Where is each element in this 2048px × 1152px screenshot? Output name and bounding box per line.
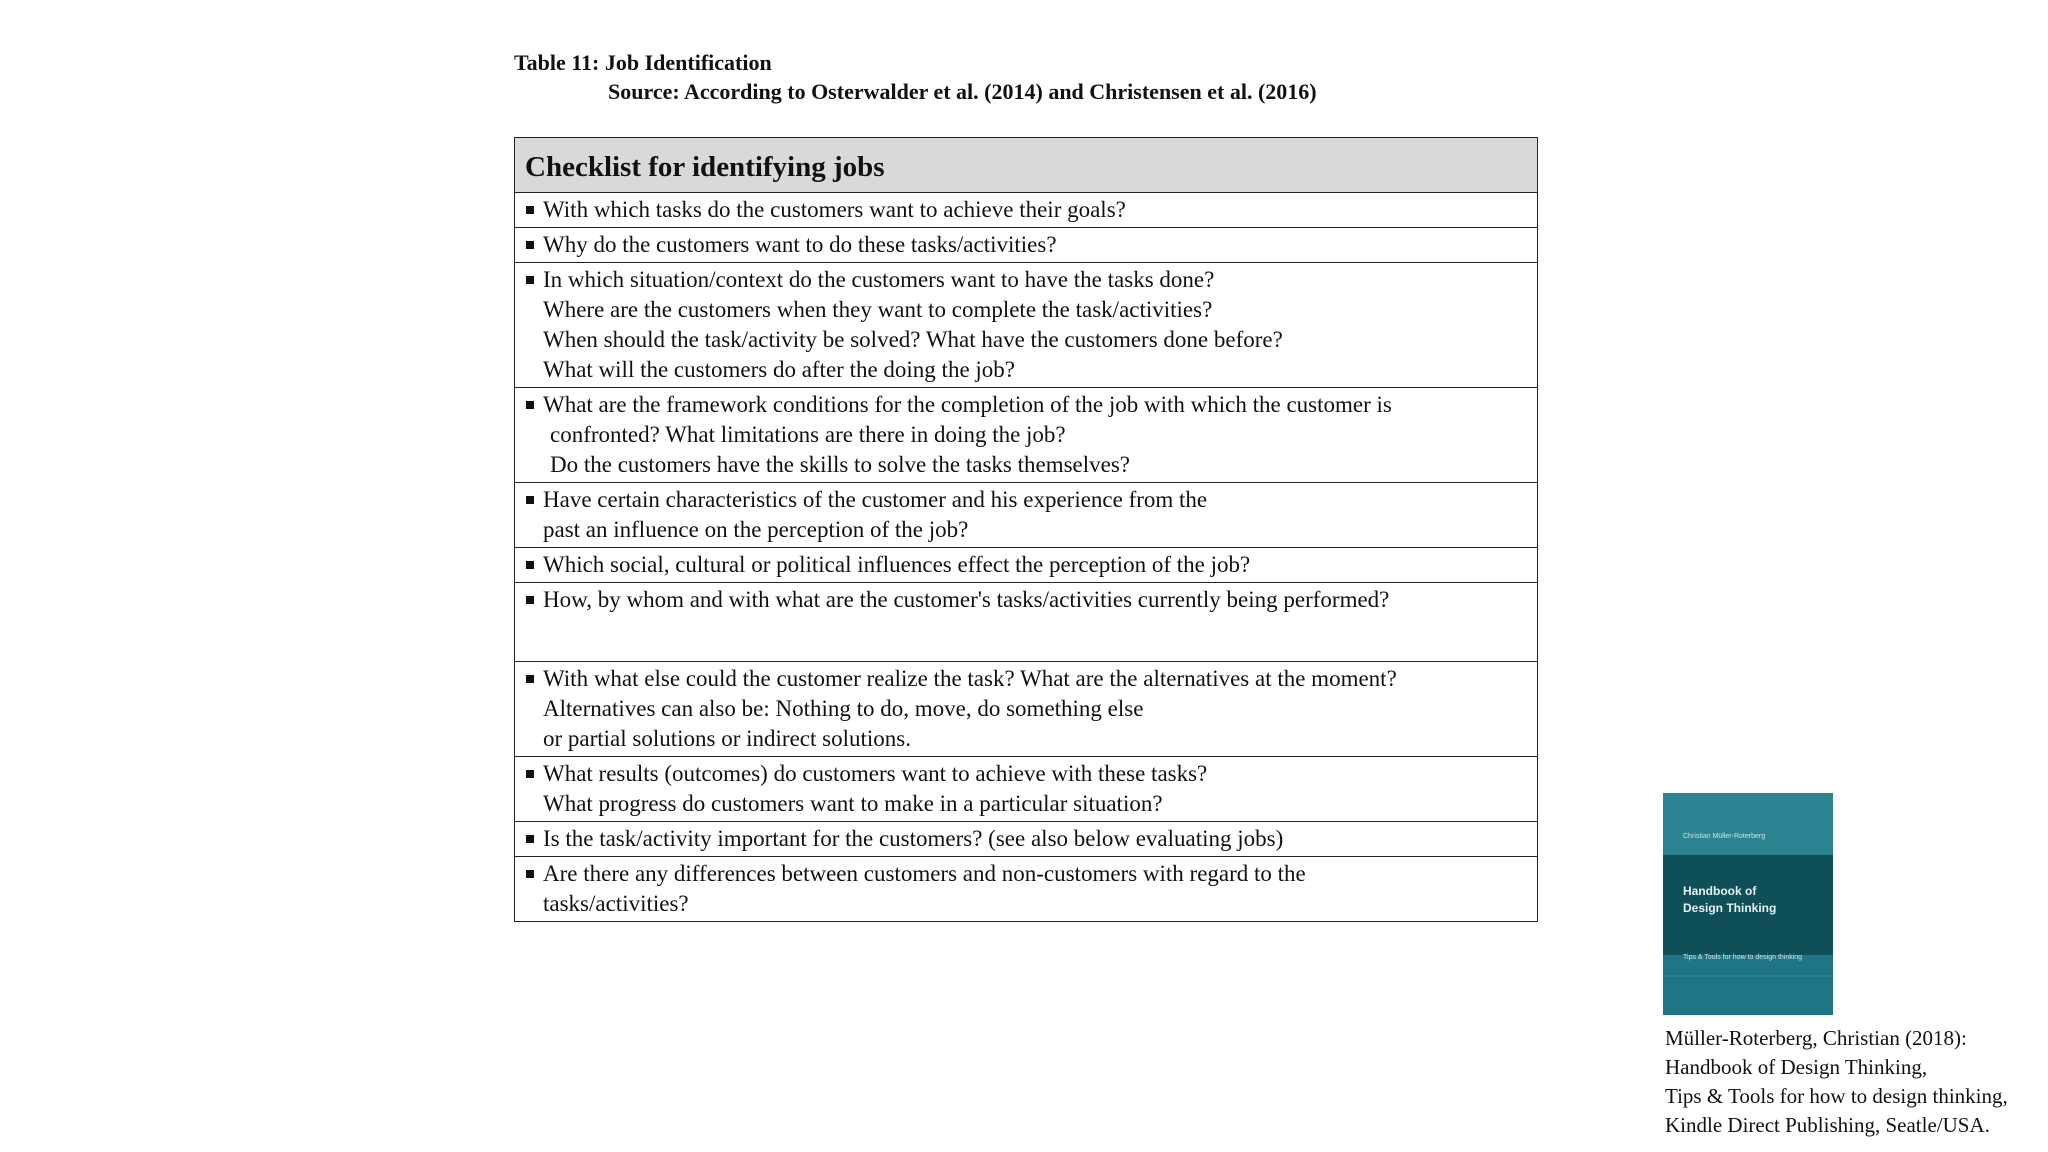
item-line: Why do the customers want to do these tasks/activities?	[543, 232, 1057, 257]
item-line: Alternatives can also be: Nothing to do, move, do something else	[543, 696, 1144, 721]
table-cell	[515, 822, 1538, 857]
item-line: What are the framework conditions for the completion of the job with which the customer is	[543, 392, 1392, 417]
item-line: Is the task/activity important for the customers? (see also below evaluating jobs)	[543, 826, 1284, 851]
table-cell	[515, 483, 1538, 548]
table-row	[515, 388, 1538, 483]
item-line: With what else could the customer realize the task? What are the alternatives at the moment?	[543, 666, 1397, 691]
table-cell	[515, 228, 1538, 263]
table-row	[515, 757, 1538, 822]
table-cell	[515, 583, 1538, 662]
checklist-item	[525, 824, 1527, 854]
checklist-item	[525, 390, 1527, 480]
bullet-icon	[526, 496, 534, 504]
bullet-icon	[526, 770, 534, 778]
checklist-item	[525, 265, 1527, 385]
book-reference	[1665, 1024, 2008, 1140]
table-row	[515, 548, 1538, 583]
bullet-icon	[526, 206, 534, 214]
checklist-item	[525, 664, 1527, 754]
item-line: With which tasks do the customers want to achieve their goals?	[543, 197, 1126, 222]
table-caption	[514, 48, 1317, 106]
table-cell	[515, 263, 1538, 388]
item-line: How, by whom and with what are the customer's tasks/activities currently being performed?	[543, 587, 1390, 612]
bullet-icon	[526, 835, 534, 843]
item-line: In which situation/context do the customers want to have the tasks done?	[543, 267, 1215, 292]
checklist-item	[525, 585, 1527, 615]
bullet-icon	[526, 276, 534, 284]
item-line: What progress do customers want to make in a particular situation?	[543, 791, 1163, 816]
reference-line: Kindle Direct Publishing, Seatle/USA.	[1665, 1113, 1990, 1137]
table-cell	[515, 548, 1538, 583]
cover-title-line: Handbook of	[1683, 884, 1757, 898]
item-line: tasks/activities?	[543, 891, 689, 916]
item-line: past an influence on the perception of the job?	[543, 517, 969, 542]
caption-title: Table 11: Job Identification	[514, 50, 772, 75]
checklist-item	[525, 759, 1527, 819]
item-line: What will the customers do after the doing the job?	[543, 357, 1016, 382]
checklist-item	[525, 550, 1527, 580]
table-row	[515, 583, 1538, 662]
item-line: When should the task/activity be solved? What have the customers done before?	[543, 327, 1283, 352]
table-row	[515, 483, 1538, 548]
cover-title	[1683, 883, 1776, 917]
book-cover-image	[1663, 793, 1833, 1015]
table-cell	[515, 757, 1538, 822]
bullet-icon	[526, 241, 534, 249]
cover-top-band	[1663, 793, 1833, 855]
reference-line: Handbook of Design Thinking,	[1665, 1055, 1928, 1079]
table-header: Checklist for identifying jobs	[515, 138, 1538, 193]
item-line: or partial solutions or indirect solutions.	[543, 726, 911, 751]
bullet-icon	[526, 561, 534, 569]
checklist-item	[525, 485, 1527, 545]
cover-divider	[1663, 975, 1833, 977]
item-line: What results (outcomes) do customers want to achieve with these tasks?	[543, 761, 1208, 786]
table-cell	[515, 388, 1538, 483]
table-row	[515, 193, 1538, 228]
reference-line: Tips & Tools for how to design thinking,	[1665, 1084, 2008, 1108]
checklist-item	[525, 859, 1527, 919]
table-row	[515, 263, 1538, 388]
table-row	[515, 228, 1538, 263]
table-row	[515, 822, 1538, 857]
checklist-item	[525, 230, 1527, 260]
item-line: Do the customers have the skills to solve the tasks themselves?	[550, 452, 1130, 477]
table-row	[515, 857, 1538, 922]
bullet-icon	[526, 596, 534, 604]
cover-author: Christian Müller-Roterberg	[1683, 833, 1766, 840]
table-header-row	[515, 138, 1538, 193]
cover-title-line: Design Thinking	[1683, 901, 1777, 915]
reference-line: Müller-Roterberg, Christian (2018):	[1665, 1026, 1967, 1050]
table-row	[515, 662, 1538, 757]
table-cell	[515, 193, 1538, 228]
bullet-icon	[526, 870, 534, 878]
item-line: Where are the customers when they want to complete the task/activities?	[543, 297, 1213, 322]
item-line: Have certain characteristics of the customer and his experience from the	[543, 487, 1208, 512]
bullet-icon	[526, 675, 534, 683]
item-line: confronted? What limitations are there in doing the job?	[550, 422, 1066, 447]
bullet-icon	[526, 401, 534, 409]
jobs-checklist-table	[514, 137, 1538, 922]
checklist-item	[525, 195, 1527, 225]
table-cell	[515, 857, 1538, 922]
cover-subtitle: Tips & Tools for how to design thinking	[1683, 954, 1803, 961]
item-line: Which social, cultural or political influences effect the perception of the job?	[543, 552, 1251, 577]
table-cell	[515, 662, 1538, 757]
item-line: Are there any differences between customers and non-customers with regard to the	[543, 861, 1306, 886]
caption-source: Source: According to Osterwalder et al. (2014) and Christensen et al. (2016)	[608, 79, 1317, 104]
